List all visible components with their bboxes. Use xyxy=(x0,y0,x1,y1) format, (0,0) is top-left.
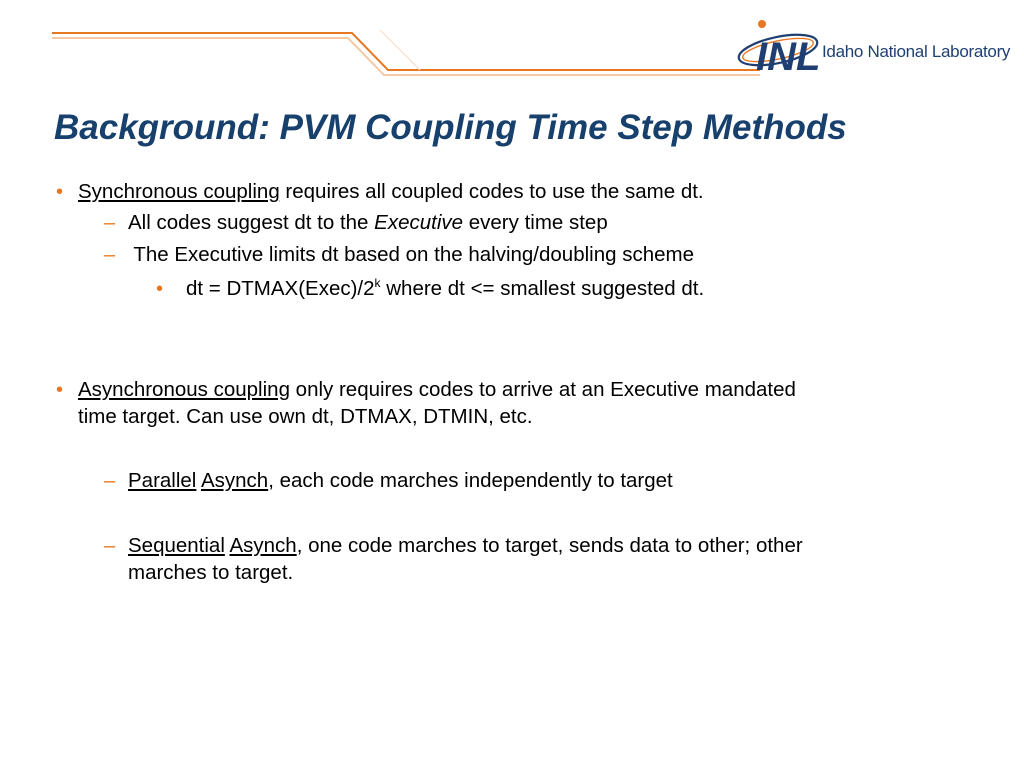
dash-marker: – xyxy=(104,244,116,266)
parallel-async-item xyxy=(128,469,673,493)
sequential-term: Sequential xyxy=(128,534,225,557)
sync-sub-1-before: All codes suggest dt to the xyxy=(128,211,375,234)
async-bullet-line-1 xyxy=(78,378,796,402)
sync-subsub-1 xyxy=(186,277,704,301)
async-bullet-line-2: time target. Can use own dt, DTMAX, DTMIN, etc. xyxy=(78,405,533,428)
formula-before: dt = DTMAX(Exec)/2 xyxy=(186,277,375,300)
sequential-async-item-line-2: marches to target. xyxy=(128,561,294,584)
page-title: Background: PVM Coupling Time Step Methods xyxy=(54,108,847,147)
parallel-rest: , each code marches independently to target xyxy=(268,469,673,492)
sync-sub-1 xyxy=(128,211,608,235)
async-term: Asynchronous coupling xyxy=(78,378,290,401)
dash-marker: – xyxy=(104,470,116,492)
bullet-marker: • xyxy=(56,181,64,203)
sync-sub-1-after: every time step xyxy=(463,211,608,234)
sequential-asynch-term: Asynch xyxy=(229,534,297,557)
formula-superscript: k xyxy=(374,276,381,290)
sequential-rest: , one code marches to target, sends data to other; other xyxy=(296,534,803,557)
logo-abbr: INL xyxy=(756,35,821,79)
sync-sub-2 xyxy=(128,243,694,267)
logo-name: Idaho National Laboratory xyxy=(822,42,1011,61)
bullet-marker: • xyxy=(156,278,164,300)
sync-term: Synchronous coupling xyxy=(78,180,280,203)
sync-sub-2-text: The Executive limits dt based on the halving/doubling scheme xyxy=(128,243,694,266)
dash-marker: – xyxy=(104,212,116,234)
async-rest: only requires codes to arrive at an Executive mandated xyxy=(289,378,796,401)
parallel-asynch-term: Asynch xyxy=(200,469,269,492)
formula-after: where dt <= smallest suggested dt. xyxy=(380,277,705,300)
sync-sub-1-italic: Executive xyxy=(374,211,464,234)
dash-marker: – xyxy=(104,535,116,557)
sequential-async-item-line-1 xyxy=(128,534,803,558)
sync-rest: requires all coupled codes to use the same dt. xyxy=(279,180,704,203)
sync-bullet xyxy=(78,180,704,204)
parallel-term: Parallel xyxy=(128,469,197,492)
bullet-marker: • xyxy=(56,379,64,401)
